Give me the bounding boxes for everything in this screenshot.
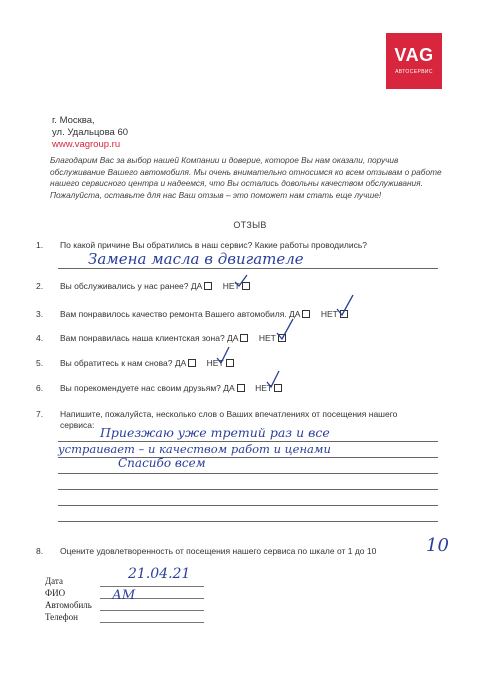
car-line xyxy=(100,610,204,611)
yes-checkbox[interactable] xyxy=(204,282,212,290)
question-5 xyxy=(36,358,234,368)
rating-handwriting[interactable]: 10 xyxy=(426,535,449,556)
answer-7-line-2[interactable]: устраивает – и качеством работ и ценами xyxy=(58,442,331,456)
question-number: 3. xyxy=(36,309,44,319)
check-mark-icon xyxy=(276,318,294,340)
review-heading: ОТЗЫВ xyxy=(233,220,267,230)
address-street: ул. Удальцова 60 xyxy=(52,127,129,138)
check-mark-icon xyxy=(266,370,280,388)
date-line xyxy=(100,586,204,587)
yes-label: ДА xyxy=(289,309,301,319)
car-label: Автомобиль xyxy=(45,600,92,610)
answer-line xyxy=(58,521,438,522)
name-label: ФИО xyxy=(45,588,66,598)
question-text: Вы обслуживались у нас ранее? xyxy=(60,281,189,291)
question-text: По какой причине Вы обратились в наш сервис? Какие работы проводились? xyxy=(60,240,368,250)
question-number: 5. xyxy=(36,358,44,368)
yes-checkbox[interactable] xyxy=(188,359,196,367)
yes-checkbox[interactable] xyxy=(240,334,248,342)
logo-subtitle: АВТОСЕРВИС xyxy=(395,69,433,75)
question-number: 2. xyxy=(36,281,44,291)
question-4 xyxy=(36,333,286,343)
answer-7-line-3[interactable]: Спасибо всем xyxy=(118,456,206,470)
yes-label: ДА xyxy=(174,358,187,368)
question-text: Вам понравилась наша клиентская зона? xyxy=(60,333,225,343)
yes-label: ДА xyxy=(190,281,203,291)
answer-7-line-1[interactable]: Приезжаю уже третий раз и все xyxy=(100,425,330,440)
answer-1-handwriting[interactable]: Замена масла в двигателе xyxy=(88,250,304,268)
question-3 xyxy=(36,309,348,319)
phone-label: Телефон xyxy=(45,612,78,622)
question-1 xyxy=(36,240,367,250)
check-mark-icon xyxy=(234,274,248,288)
question-6 xyxy=(36,383,282,393)
no-label: НЕТ xyxy=(258,333,276,343)
no-label: НЕТ xyxy=(222,281,240,291)
date-handwriting[interactable]: 21.04.21 xyxy=(128,566,191,582)
yes-label: ДА xyxy=(223,383,235,393)
answer-line xyxy=(58,473,438,474)
name-handwriting[interactable]: АМ xyxy=(112,588,136,603)
no-label: НЕТ xyxy=(320,309,338,319)
question-number: 6. xyxy=(36,383,44,393)
date-label: Дата xyxy=(45,576,63,586)
question-text: Вам понравилось качество ремонта Вашего автомобиля. xyxy=(60,309,287,319)
check-mark-icon xyxy=(216,346,230,364)
answer-line xyxy=(58,268,438,269)
yes-label: ДА xyxy=(227,333,239,343)
question-number: 1. xyxy=(36,240,44,250)
answer-line xyxy=(58,457,438,458)
question-number: 4. xyxy=(36,333,44,343)
question-7-continued: сервиса: xyxy=(60,420,95,430)
answer-line xyxy=(58,505,438,506)
question-text: Оцените удовлетворенность от посещения нашего сервиса по шкале от 1 до 10 xyxy=(60,546,377,556)
question-text: Вы порекомендуете нас своим друзьям? xyxy=(60,383,221,393)
address-city: г. Москва, xyxy=(52,115,95,126)
question-8 xyxy=(36,546,376,556)
logo-text: VAG xyxy=(394,45,434,65)
question-text: Вы обратитесь к нам снова? xyxy=(60,358,173,368)
question-text: Напишите, пожалуйста, несколько слов о Ваших впечатлениях от посещения нашего xyxy=(60,409,398,419)
phone-line xyxy=(100,622,204,623)
no-label: НЕТ xyxy=(206,358,224,368)
question-7 xyxy=(36,409,397,419)
question-number: 7. xyxy=(36,409,44,419)
question-number: 8. xyxy=(36,546,44,556)
answer-line xyxy=(58,489,438,490)
check-mark-icon xyxy=(336,294,354,316)
question-2 xyxy=(36,281,250,291)
yes-checkbox[interactable] xyxy=(237,384,245,392)
yes-checkbox[interactable] xyxy=(302,310,310,318)
intro-text: Благодарим Вас за выбор нашей Компании и доверие, которое Вы нам оказали, поручив обслуживание Вашего автомобиля. Мы очень внимательно относимся ко всем отзывам о работе нашего сервисного центра и надеемся, что Вы остались довольны качеством обслуживания. Пожалуйста, оставьте для нас Ваш отзыв – это поможет нам стать еще лучше! xyxy=(50,155,442,200)
no-label: НЕТ xyxy=(255,383,273,393)
website-link[interactable]: www.vagroup.ru xyxy=(52,139,121,150)
vag-logo xyxy=(386,33,442,89)
